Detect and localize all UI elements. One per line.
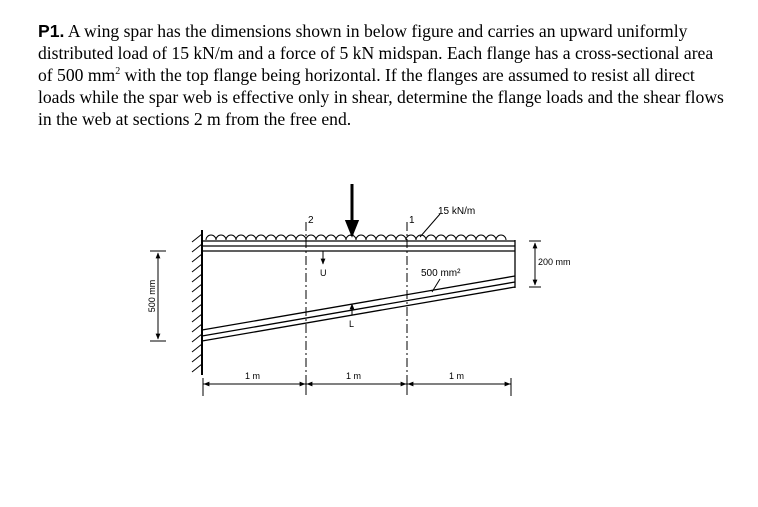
load-label: 15 kN/m [438, 206, 476, 217]
problem-text: A wing spar has the dimensions shown in below figure and carries an upward uniformly distributed load of 15 kN/m and a force of 5 kN midspan. Each flange has a cross-sectional area of 500 mm [38, 21, 714, 85]
flange-l-label: L [349, 319, 355, 329]
span-2-label: 1 m [346, 371, 362, 381]
problem-number: P1. [38, 21, 65, 41]
bottom-flange [202, 276, 515, 341]
area-label: 500 mm² [421, 268, 461, 279]
top-flange [202, 241, 515, 251]
span-3-label: 1 m [449, 371, 465, 381]
right-depth-label: 200 mm [538, 257, 571, 267]
load-leader [420, 214, 440, 237]
distributed-load-symbol [206, 235, 506, 240]
superscript-2: 2 [115, 66, 121, 78]
section-1-label: 1 [409, 215, 415, 226]
wall-support [192, 230, 202, 375]
span-1-label: 1 m [245, 371, 261, 381]
section-2-label: 2 [308, 215, 314, 226]
problem-text-cont: with the top flange being horizontal. If the flanges are assumed to resist all direct loads while the spar web is effective only in shear, determine the flange loads and the shear flows in the web at sections 2 m from the free end. [38, 65, 724, 129]
root-depth-label: 500 mm [147, 279, 157, 313]
flange-u-label: U [320, 268, 327, 278]
